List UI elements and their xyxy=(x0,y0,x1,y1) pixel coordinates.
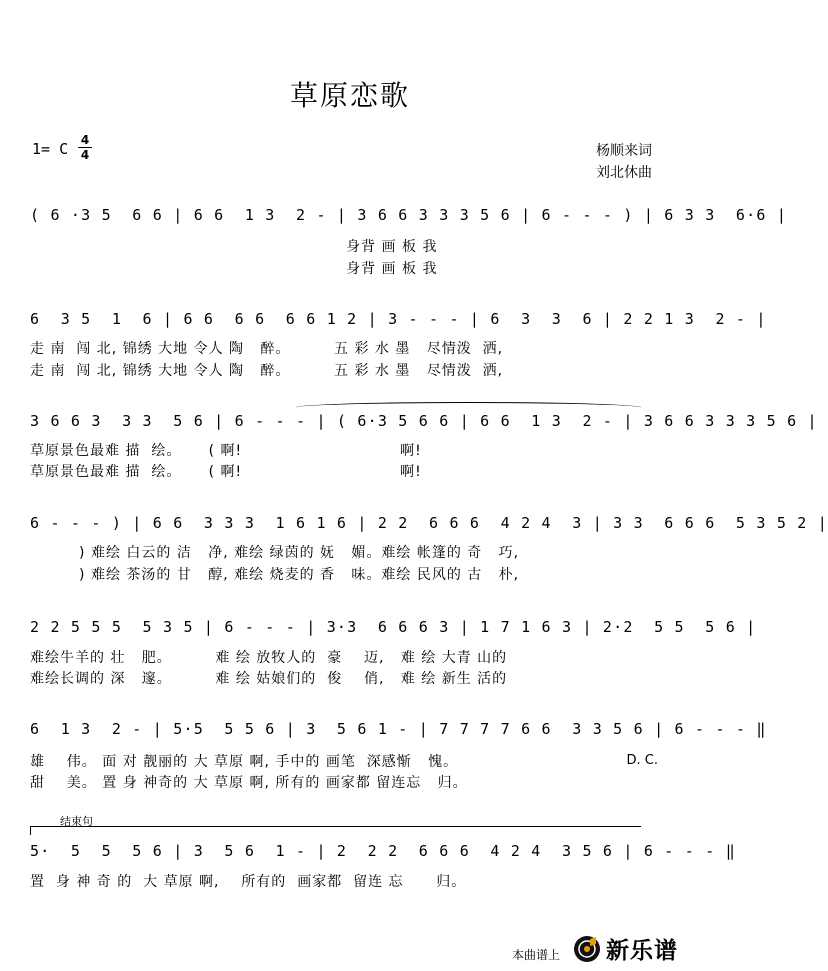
ending-bracket xyxy=(30,826,641,835)
score-line-2-lyrics-verse-2: 走 南 闯 北, 锦绣 大地 令人 陶 醉。 五 彩 水 墨 尽情泼 洒, xyxy=(30,363,504,379)
score-line-2-notes: 6 3 5 1 6 | 6 6 6 6 6 6 1 2 | 3 - - - | 6 3 3 6 | 2 2 1 3 2 - | xyxy=(30,310,767,328)
score-line-1-notes: ( 6 ·3 5 6 6 | 6 6 1 3 2 - | 3 6 6 3 3 3 5 6 | 6 - - - ) | 6 3 3 6·6 | xyxy=(30,206,788,224)
score-line-6-notes: 6 1 3 2 - | 5·5 5 5 6 | 3 5 6 1 - | 7 7 7 7 6 6 3 3 5 6 | 6 - - - ‖ xyxy=(30,720,767,738)
key-signature: 1= C xyxy=(32,140,69,158)
score-line-3-lyrics-verse-1: 草原景色最难 描 绘。 ( 啊! 啊! xyxy=(30,443,422,459)
score-line-6-lyrics-verse-1: 雄 伟。 面 对 靓丽的 大 草原 啊, 手中的 画笔 深感惭 愧。 xyxy=(30,754,459,770)
page-title: 草原恋歌 xyxy=(289,79,410,112)
score-line-3-notes: 3 6 6 3 3 3 5 6 | 6 - - - | ( 6·3 5 6 6 | 6 6 1 3 2 - | 3 6 6 3 3 3 5 6 | xyxy=(30,412,818,430)
score-line-7-notes: 5· 5 5 5 6 | 3 5 6 1 - | 2 2 2 6 6 6 4 2 4 3 5 6 | 6 - - - ‖ xyxy=(30,842,736,860)
site-logo-text[interactable]: 新乐谱 xyxy=(606,938,678,964)
composer: 刘北休曲 xyxy=(596,165,652,181)
score-line-7-lyrics-verse-1: 置 身 神 奇 的 大 草原 啊, 所有的 画家都 留连 忘 归。 xyxy=(30,874,467,890)
time-signature xyxy=(78,134,92,161)
score-line-5-lyrics-verse-1: 难绘牛羊的 壮 肥。 难 绘 放牧人的 豪 迈, 难 绘 大青 山的 xyxy=(30,650,508,666)
score-line-4-notes: 6 - - - ) | 6 6 3 3 3 1 6 1 6 | 2 2 6 6 6 4 2 4 3 | 3 3 6 6 6 5 3 5 2 | xyxy=(30,514,828,532)
score-line-1-lyrics-verse-1: 身背 画 板 我 xyxy=(30,239,438,255)
lyricist: 杨顺来词 xyxy=(596,143,652,159)
score-line-4-lyrics-verse-1: ) 难绘 白云的 洁 净, 难绘 绿茵的 妩 媚。难绘 帐篷的 奇 巧, xyxy=(30,545,520,561)
time-signature-denominator: 4 xyxy=(80,148,90,162)
score-line-5-notes: 2 2 5 5 5 5 3 5 | 6 - - - | 3·3 6 6 6 3 | 1 7 1 6 3 | 2·2 5 5 5 6 | xyxy=(30,618,757,636)
slur-mark xyxy=(296,402,641,413)
music-disc-icon xyxy=(573,935,601,963)
dc-marking: D. C. xyxy=(626,753,658,768)
score-line-6-lyrics-verse-2: 甜 美。 置 身 神奇的 大 草原 啊, 所有的 画家都 留连忘 归。 xyxy=(30,775,468,791)
footer-text: 本曲谱上 xyxy=(512,948,561,962)
score-line-2-lyrics-verse-1: 走 南 闯 北, 锦绣 大地 令人 陶 醉。 五 彩 水 墨 尽情泼 洒, xyxy=(30,341,504,357)
score-line-1-lyrics-verse-2: 身背 画 板 我 xyxy=(30,261,438,277)
ending-label: 结束句 xyxy=(60,815,93,828)
score-line-5-lyrics-verse-2: 难绘长调的 深 邃。 难 绘 姑娘们的 俊 俏, 难 绘 新生 活的 xyxy=(30,671,508,687)
time-signature-numerator: 4 xyxy=(80,133,90,147)
score-line-3-lyrics-verse-2: 草原景色最难 描 绘。 ( 啊! 啊! xyxy=(30,464,422,480)
score-line-4-lyrics-verse-2: ) 难绘 茶汤的 甘 醇, 难绘 烧麦的 香 味。难绘 民风的 古 朴, xyxy=(30,567,520,583)
